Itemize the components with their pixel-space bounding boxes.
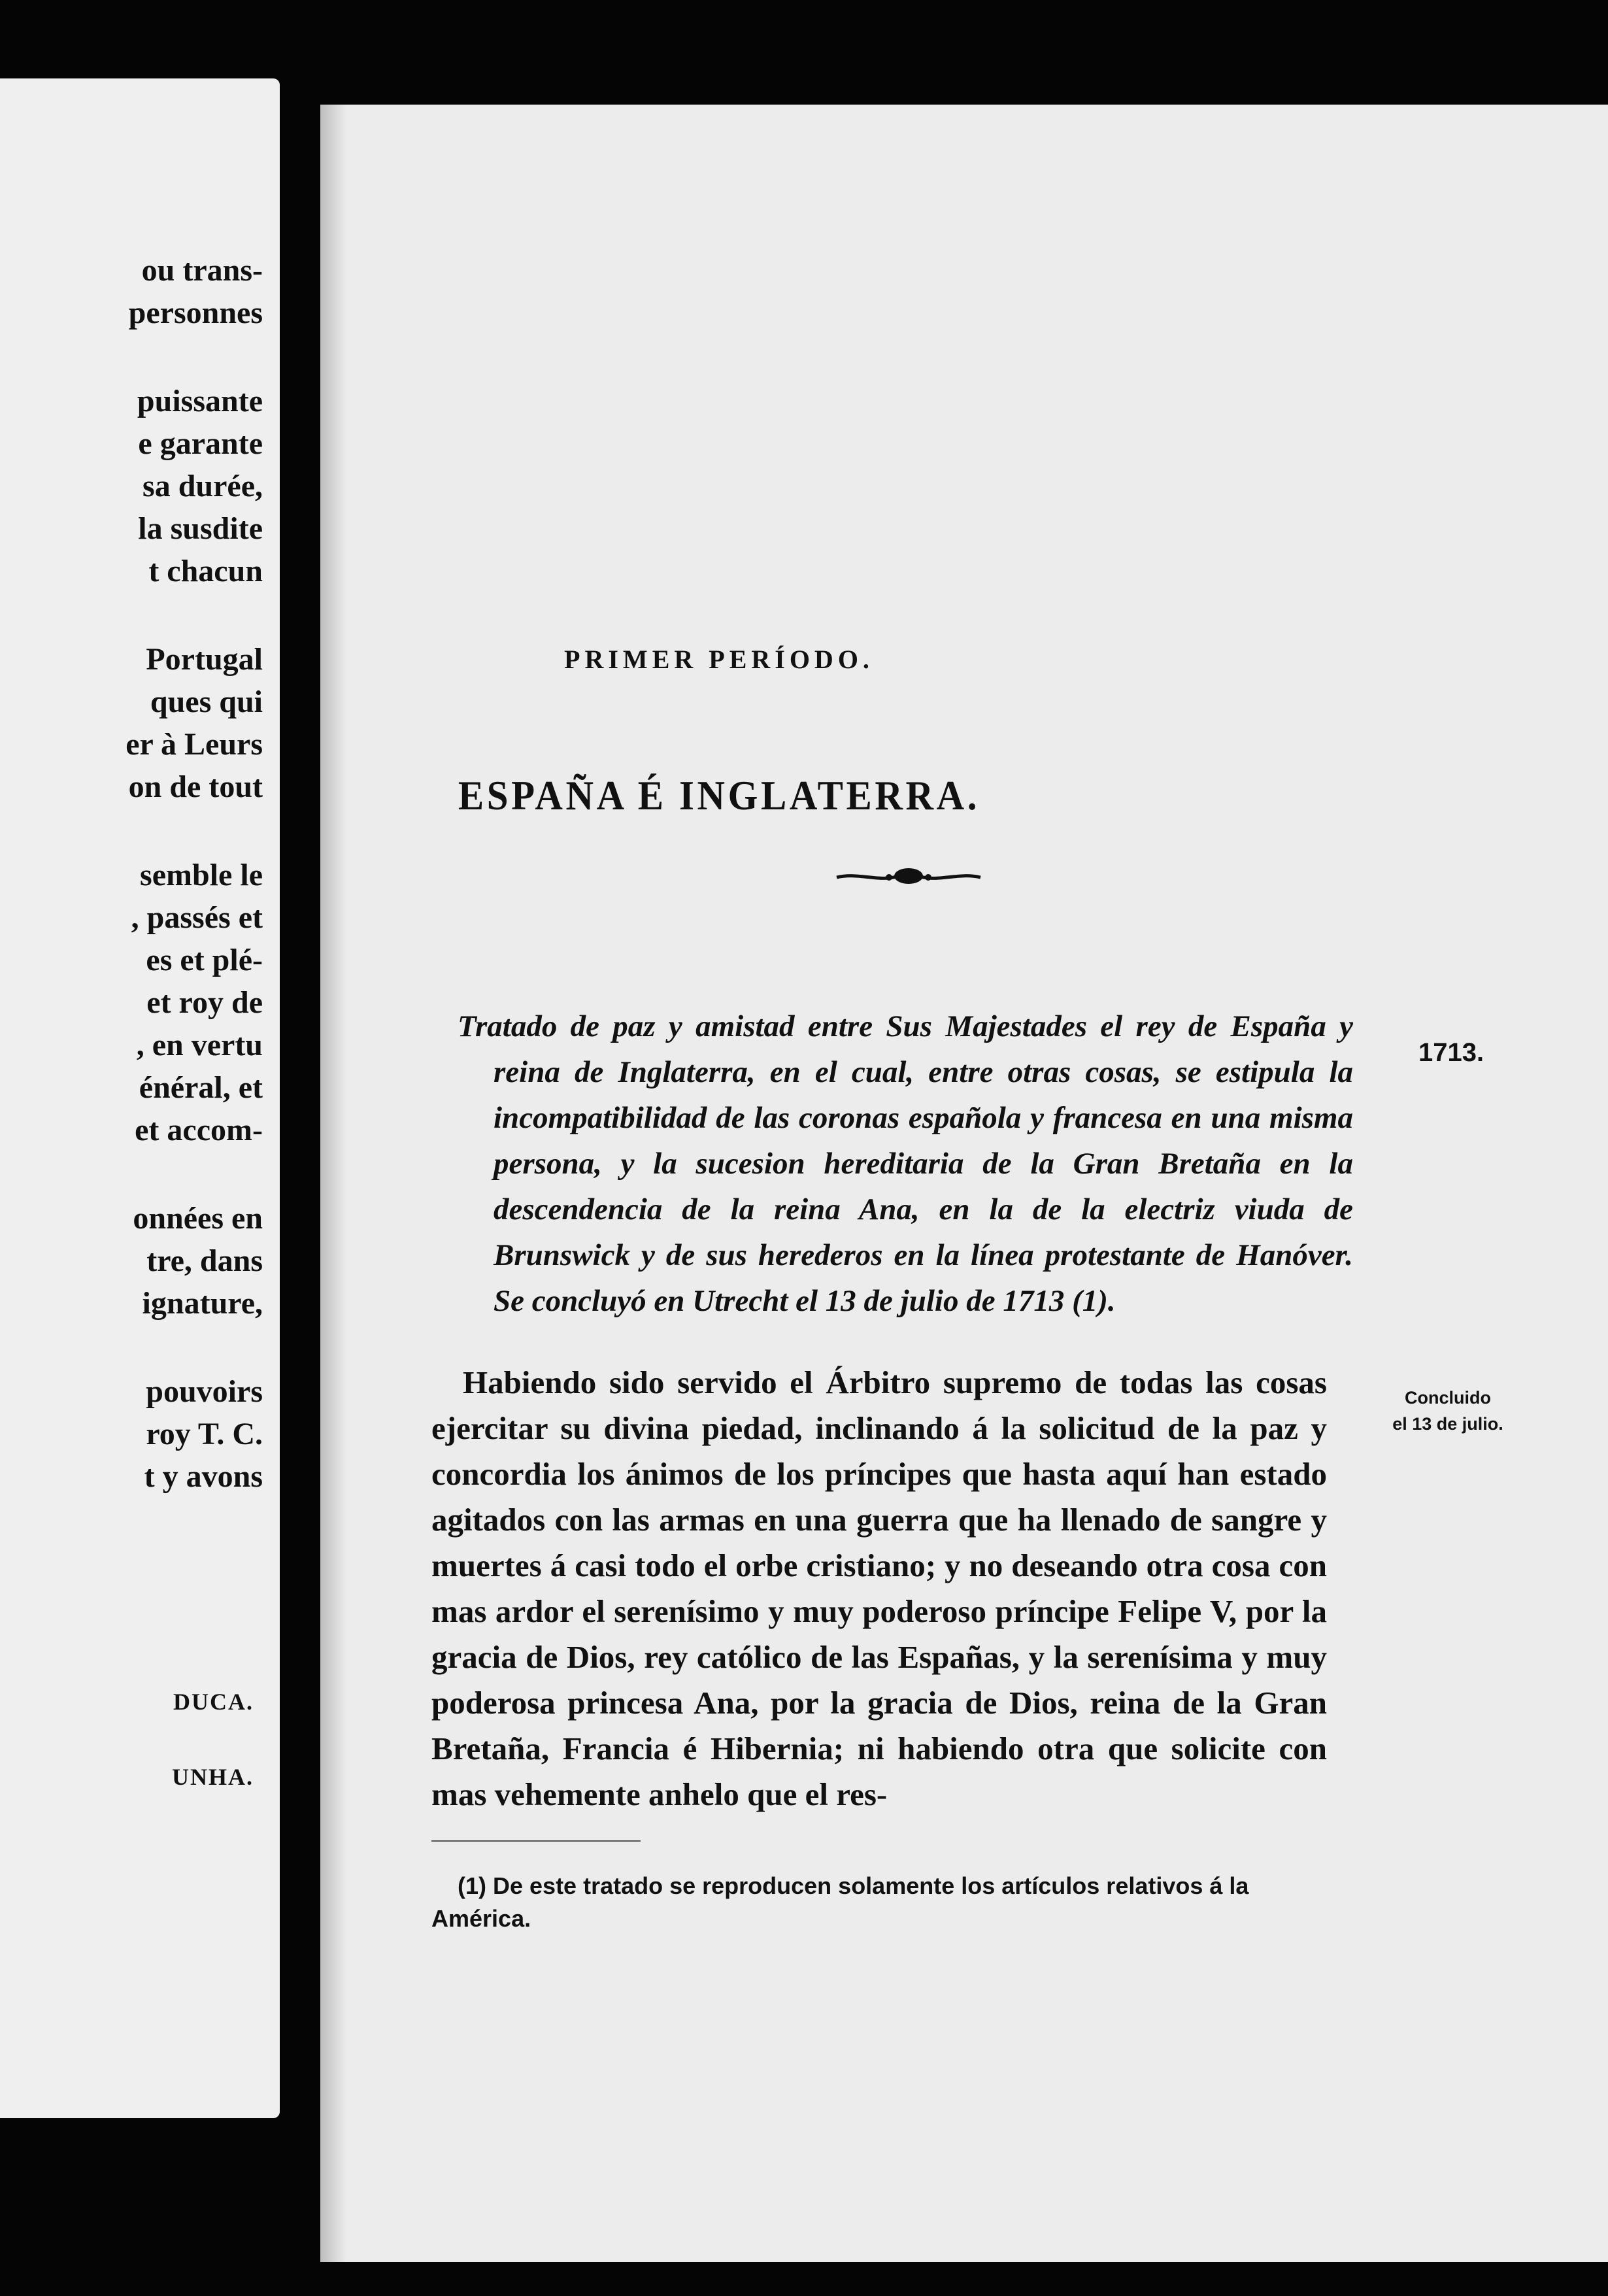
left-page-line: , en vertu — [136, 1028, 263, 1062]
left-page-line: puissante — [137, 384, 263, 418]
left-page-signature: UNHA. — [172, 1764, 254, 1790]
treaty-summary-text: Tratado de paz y amistad entre Sus Majestades el rey de España y reina de Inglaterra, en el cual, entre otras cosas, se estipula la incompatibilidad de las coronas española y francesa en una misma persona, y la sucesion hereditaria de la Gran Bretaña en la descendencia de la reina Ana, en la de la electriz viuda de Brunswick y de sus herederos en la línea protestante de Hanóver. Se concluyó en Utrecht el 13 de julio de 1713 (1). — [458, 1009, 1353, 1318]
left-page-line: tre, dans — [146, 1243, 263, 1278]
period-heading: PRIMER PERÍODO. — [564, 645, 874, 674]
left-page-line: pouvoirs — [146, 1374, 263, 1409]
marginal-note — [1373, 1385, 1523, 1437]
left-page-line: ou trans- — [141, 253, 263, 288]
footnote: (1) De este tratado se reproducen solamente los artículos relativos á la América. — [431, 1872, 1249, 1932]
left-page-line: personnes — [128, 295, 263, 330]
left-page-line: sa durée, — [142, 469, 263, 503]
left-page-line: ignature, — [142, 1286, 263, 1321]
page-title: ESPAÑA É INGLATERRA. — [458, 772, 980, 819]
left-page-line: et accom- — [135, 1113, 263, 1147]
left-page-line: semble le — [140, 858, 263, 892]
left-page-line: onnées en — [133, 1201, 263, 1236]
left-page-line: t y avons — [144, 1459, 263, 1494]
left-page-line: roy T. C. — [146, 1417, 263, 1451]
left-page-line: ques qui — [150, 684, 263, 719]
left-page-line: e garante — [138, 426, 263, 461]
left-page-signature: DUCA. — [173, 1689, 254, 1715]
left-page-line: on de tout — [128, 769, 263, 804]
marginal-note-line: Concluido — [1405, 1388, 1491, 1408]
left-page-line: er à Leurs — [126, 727, 263, 762]
marginal-note-line: el 13 de julio. — [1392, 1414, 1503, 1434]
left-page-line: , passés et — [131, 900, 263, 935]
treaty-summary — [458, 1004, 1353, 1324]
left-page-line: énéral, et — [139, 1070, 263, 1105]
spine-shadow — [320, 105, 346, 2262]
left-page-line: Portugal — [146, 642, 263, 677]
treaty-body-text: Habiendo sido servido el Árbitro supremo de todas las cosas ejercitar su divina piedad, inclinando á la solicitud de la paz y concordia los ánimos de los príncipes que hasta aquí han estado agitados con las armas en una guerra que ha llenado de sangre y muertes á casi todo el orbe cristiano; y no deseando otra cosa con mas ardor el serenísimo y muy poderoso príncipe Felipe V, por la gracia de Dios, rey católico de las Españas, y la serenísima y muy poderosa princesa Ana, por la gracia de Dios, reina de la Gran Bretaña, Francia é Hibernia; ni habiendo otra que solicite con mas vehemente anhelo que el res- — [431, 1364, 1327, 1812]
year-margin-note: 1713. — [1418, 1038, 1484, 1067]
left-page-line: et roy de — [146, 985, 263, 1020]
left-page — [0, 78, 280, 2118]
left-page-line: la susdite — [138, 511, 263, 546]
left-page-line: t chacun — [148, 554, 263, 588]
footnote-rule — [431, 1840, 641, 1842]
left-page-line: es et plé- — [146, 943, 263, 977]
printers-ornament-icon — [833, 863, 984, 889]
